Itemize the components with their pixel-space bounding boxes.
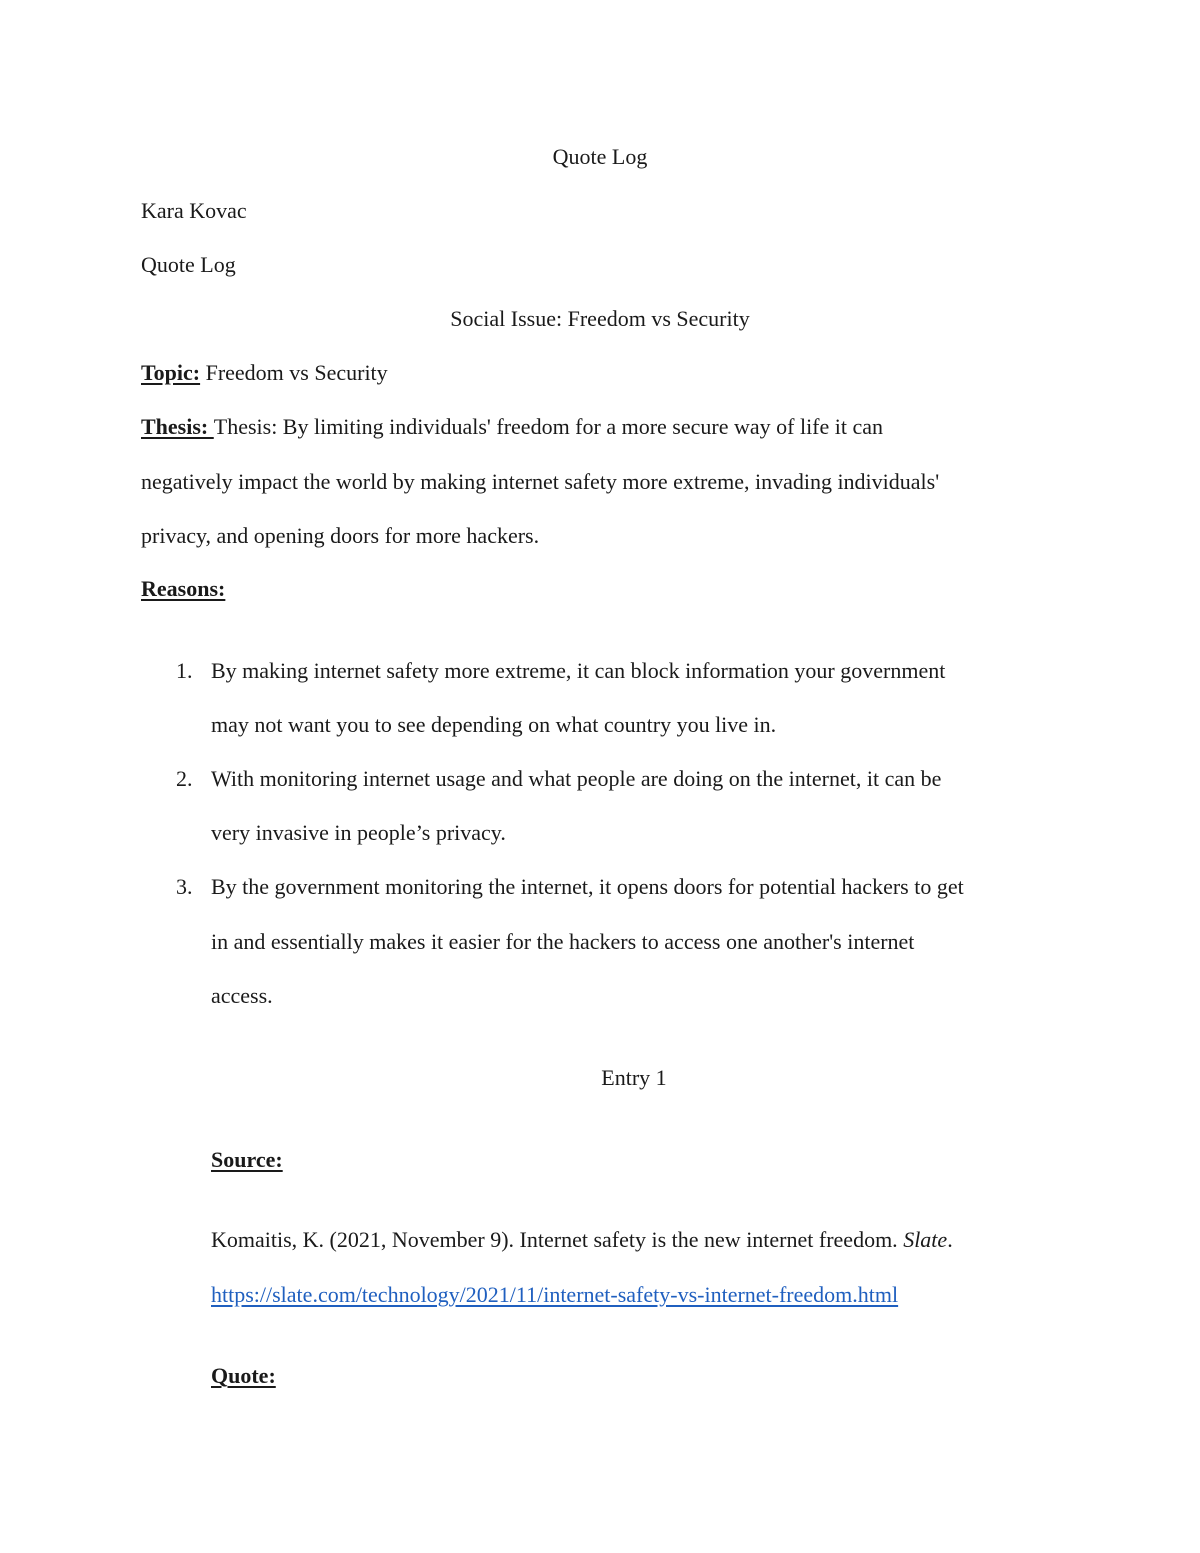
reason-3-line-1: By the government monitoring the internet, it opens doors for potential hackers to get <box>211 874 964 899</box>
thesis-line-2: negatively impact the world by making internet safety more extreme, invading individuals' <box>141 469 940 494</box>
thesis-label: Thesis: <box>141 414 214 439</box>
reasons-label: Reasons: <box>141 576 226 601</box>
source-label: Source: <box>211 1147 283 1172</box>
reason-2-line-2: very invasive in people’s privacy. <box>211 820 506 845</box>
citation-url-link[interactable]: https://slate.com/technology/2021/11/internet-safety-vs-internet-freedom.html <box>211 1282 899 1307</box>
reason-3-line-3: access. <box>211 983 273 1008</box>
reason-2-line-1: With monitoring internet usage and what people are doing on the internet, it can be <box>211 766 942 791</box>
reason-1-line-1: By making internet safety more extreme, it can block information your government <box>211 658 946 683</box>
reason-1-line-2: may not want you to see depending on what country you live in. <box>211 712 777 737</box>
topic-label: Topic: <box>141 360 201 385</box>
citation-journal: Slate <box>903 1227 948 1252</box>
citation-line <box>211 1226 953 1254</box>
thesis-text-1: Thesis: By limiting individuals' freedom for a more secure way of life it can <box>213 414 884 439</box>
reason-3-number: 3. <box>176 874 193 899</box>
citation-text: Komaitis, K. (2021, November 9). Internet safety is the new internet freedom. <box>211 1227 904 1252</box>
topic-value: Freedom vs Security <box>200 360 388 385</box>
social-issue-heading: Social Issue: Freedom vs Security <box>450 306 750 331</box>
quote-label: Quote: <box>211 1363 276 1388</box>
reason-3-line-2: in and essentially makes it easier for the hackers to access one another's internet <box>211 929 915 954</box>
citation-url-line <box>211 1281 898 1309</box>
author-name: Kara Kovac <box>141 198 247 223</box>
thesis-line-3: privacy, and opening doors for more hackers. <box>141 523 540 548</box>
document-title: Quote Log <box>552 144 648 169</box>
entry-heading: Entry 1 <box>601 1065 667 1090</box>
citation-end: . <box>947 1227 953 1252</box>
assignment-name: Quote Log <box>141 252 236 277</box>
thesis-line-1 <box>141 413 883 441</box>
reason-1-number: 1. <box>176 658 193 683</box>
reason-2-number: 2. <box>176 766 193 791</box>
topic-line <box>141 359 388 387</box>
